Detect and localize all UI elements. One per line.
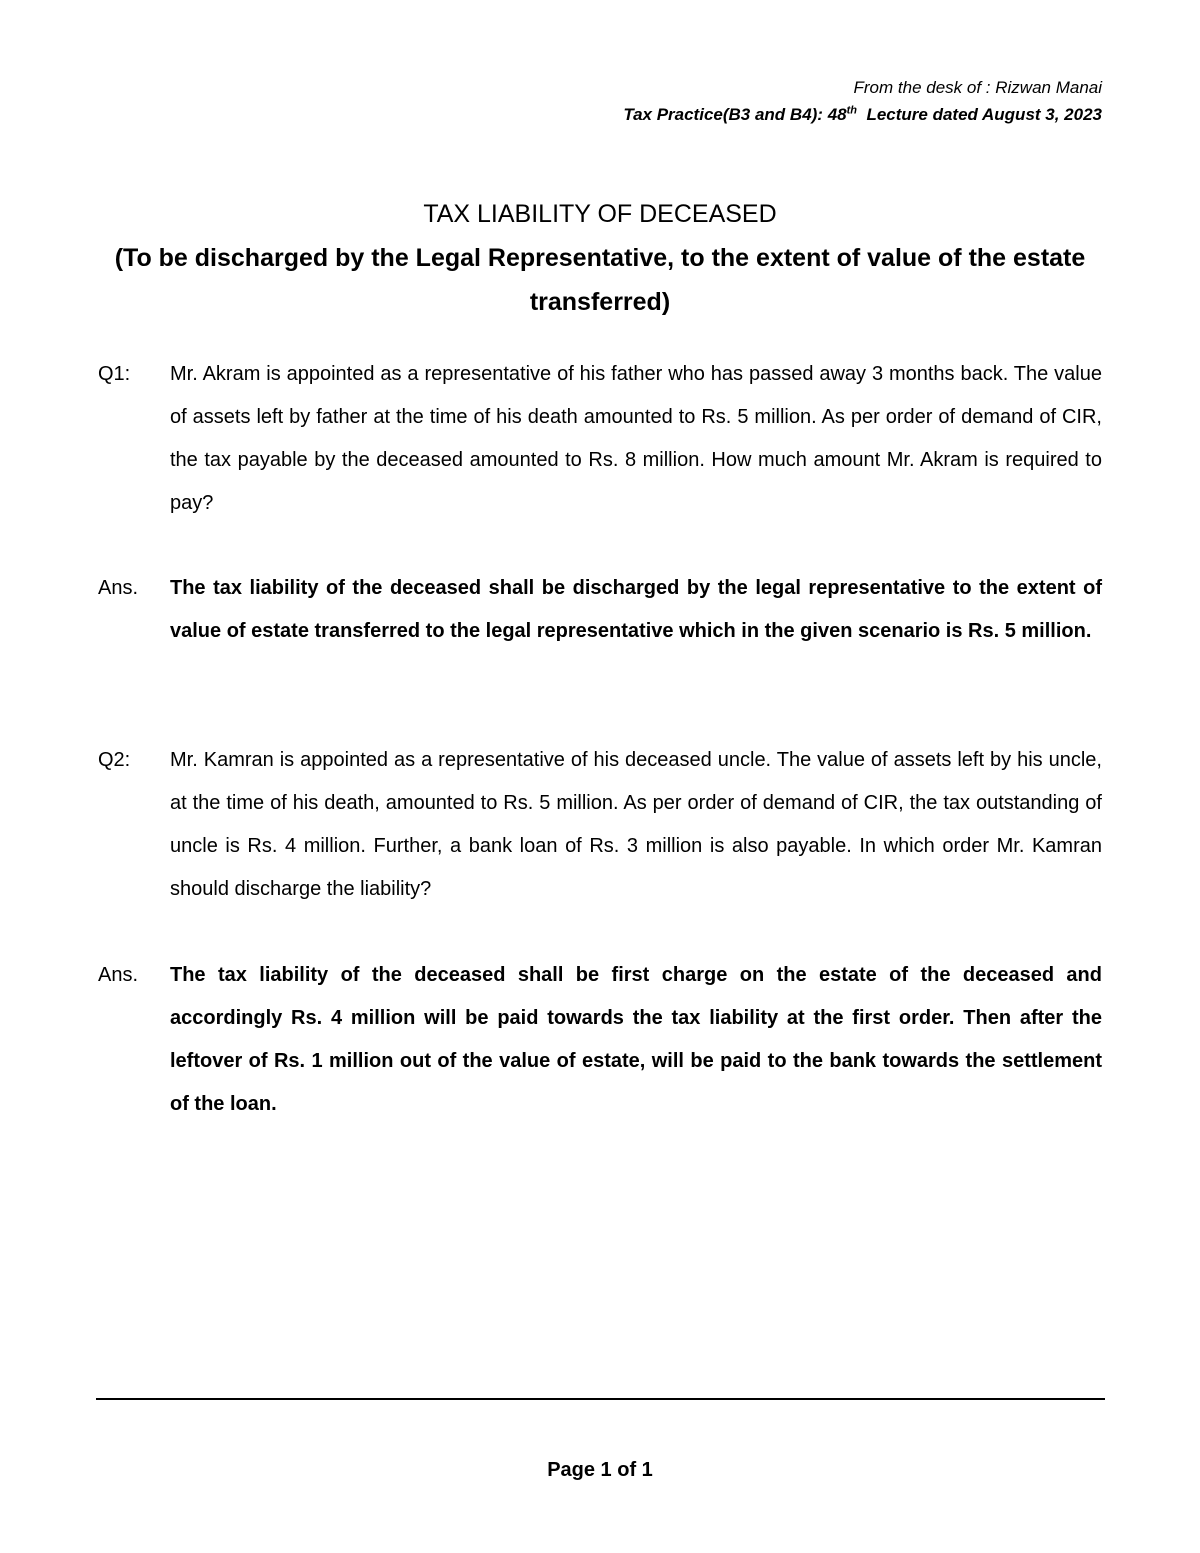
header-lecture-prefix: Tax Practice(B3 and B4): 48 [623,105,847,124]
answer-2-text: The tax liability of the deceased shall be first charge on the estate of the deceased and accordingly Rs. 4 million will be paid towards the tax liability at the first order. Then after the leftover of Rs. 1 million out of the value of estate, will be paid to the bank towards the settlement of the loan. [170,964,1102,1115]
footer-divider [96,1398,1105,1400]
answer-1-label: Ans. [98,577,139,599]
question-1 [98,353,1102,525]
answer-1 [98,567,1102,653]
title-main: TAX LIABILITY OF DECEASED [423,200,777,228]
document-title [96,196,1104,324]
question-1-label: Q1: [98,363,131,385]
header-lecture-info [623,101,1102,128]
question-2 [98,739,1102,911]
answer-2-label: Ans. [98,964,139,986]
header-author: From the desk of : Rizwan Manai [853,78,1102,97]
question-2-label: Q2: [98,749,131,771]
question-2-text: Mr. Kamran is appointed as a representative of his deceased uncle. The value of assets left by his uncle, at the time of his death, amounted to Rs. 5 million. As per order of demand of CIR, the tax outstanding of uncle is Rs. 4 million. Further, a bank loan of Rs. 3 million is also payable. In which order Mr. Kamran should discharge the liability? [170,749,1102,900]
header-lecture-ordinal: th [846,104,857,117]
title-subtitle: (To be discharged by the Legal Representative, to the extent of value of the estate transferred) [114,244,1086,316]
question-1-text: Mr. Akram is appointed as a representative of his father who has passed away 3 months back. The value of assets left by father at the time of his death amounted to Rs. 5 million. As per order of demand of CIR, the tax payable by the deceased amounted to Rs. 8 million. How much amount Mr. Akram is required to pay? [170,363,1102,514]
answer-1-text: The tax liability of the deceased shall be discharged by the legal representative to the extent of value of estate transferred to the legal representative which in the given scenario is Rs. 5 million. [170,577,1102,642]
page-number: Page 1 of 1 [547,1459,653,1481]
page-header [623,74,1102,128]
answer-2 [98,954,1102,1126]
header-lecture-suffix: Lecture dated August 3, 2023 [857,105,1102,124]
